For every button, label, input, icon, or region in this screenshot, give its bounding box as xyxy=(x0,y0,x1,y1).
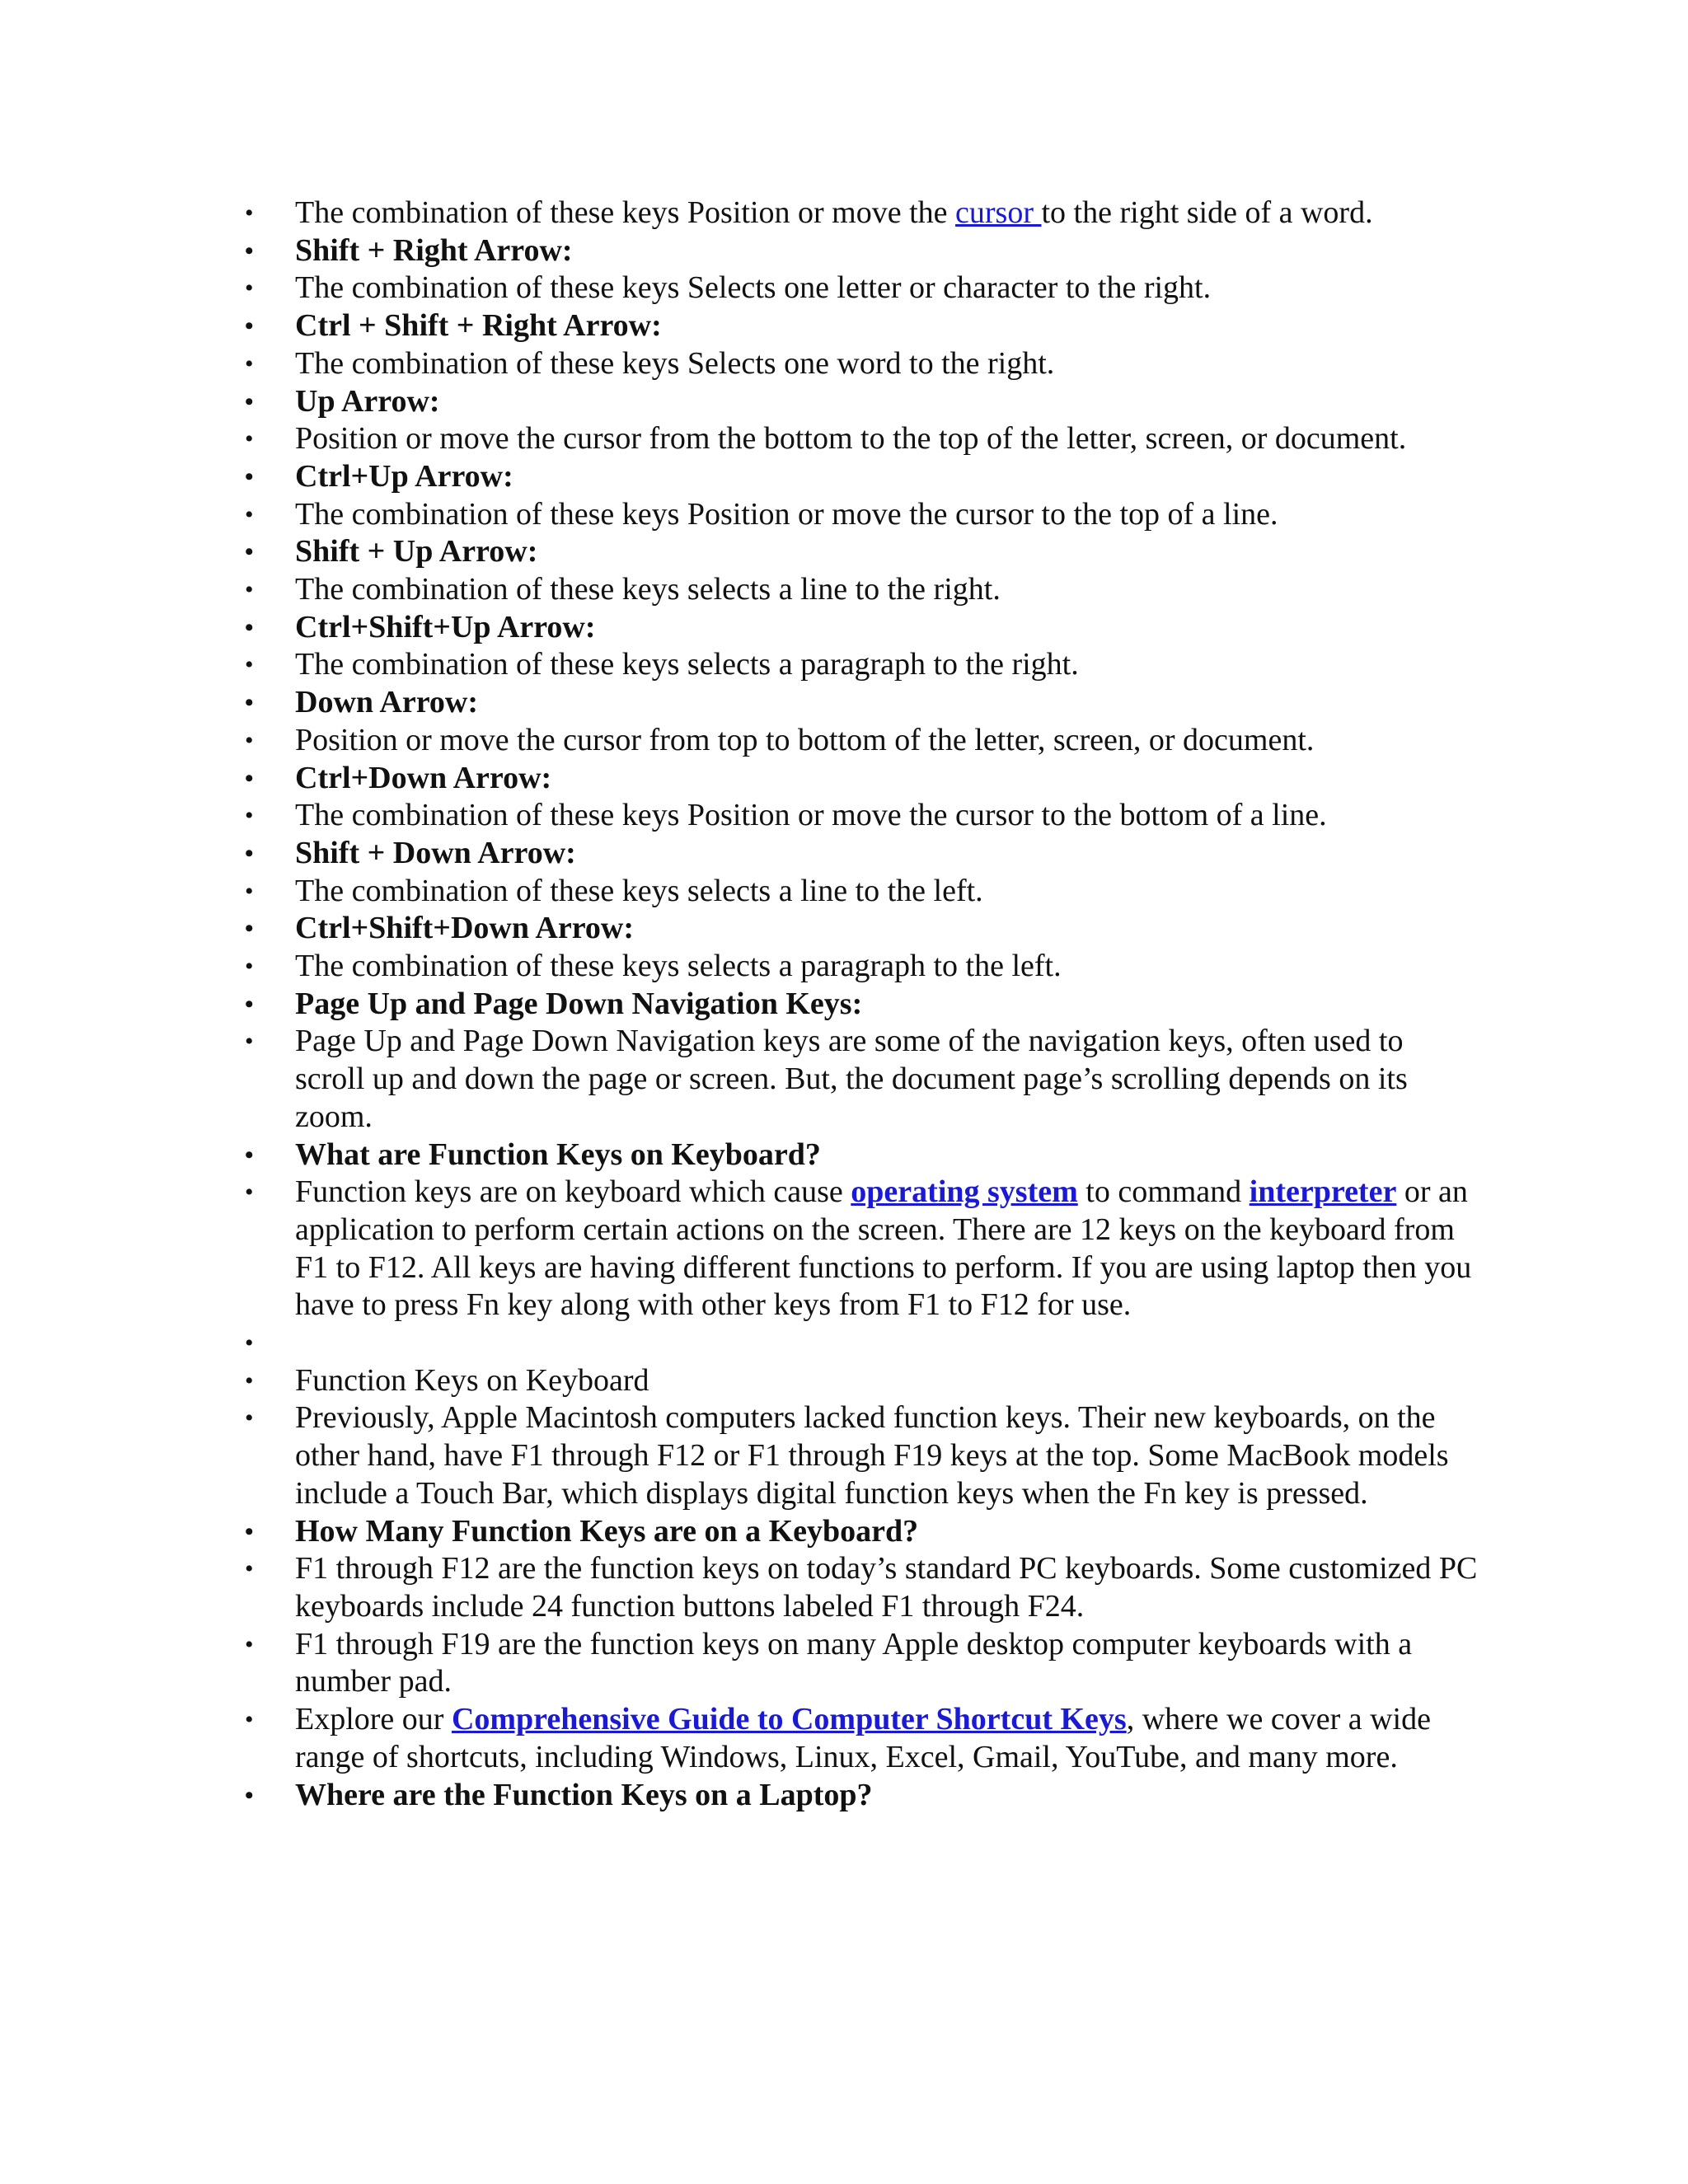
item-text: The combination of these keys Position or move the cursor to the bottom of a line. xyxy=(295,798,1327,833)
bullet-icon: • xyxy=(245,462,254,490)
list-item-heading xyxy=(241,232,1478,270)
list-item-heading xyxy=(241,835,1478,873)
heading-text: Page Up and Page Down Navigation Keys: xyxy=(295,986,863,1021)
bullet-icon: • xyxy=(245,802,254,830)
bullet-icon: • xyxy=(245,1781,254,1809)
bullet-icon: • xyxy=(245,1329,254,1357)
bullet-icon: • xyxy=(245,1555,254,1583)
bullet-icon: • xyxy=(245,1630,254,1658)
item-text: F1 through F19 are the function keys on many Apple desktop computer keyboards with a number pad. xyxy=(295,1626,1413,1699)
heading-text: Where are the Function Keys on a Laptop? xyxy=(295,1777,873,1812)
inline-link[interactable]: interpreter xyxy=(1249,1174,1397,1210)
list-item xyxy=(241,1023,1478,1136)
item-text: The combination of these keys selects a paragraph to the right. xyxy=(295,647,1079,682)
bullet-icon: • xyxy=(245,877,254,905)
heading-text: Ctrl+Shift+Down Arrow: xyxy=(295,911,634,946)
list-item-empty xyxy=(241,1324,1478,1362)
document-body xyxy=(241,194,1478,1814)
bullet-icon: • xyxy=(245,651,254,679)
item-text: The combination of these keys Selects one word to the right. xyxy=(295,345,1055,381)
heading-text: Ctrl+Shift+Up Arrow: xyxy=(295,609,596,644)
list-item xyxy=(241,496,1478,534)
bullet-list xyxy=(241,194,1478,1814)
bullet-icon: • xyxy=(245,726,254,754)
list-item xyxy=(241,1701,1478,1776)
list-item xyxy=(241,873,1478,911)
list-item-heading xyxy=(241,609,1478,647)
item-text: The combination of these keys selects a line to the right. xyxy=(295,572,1001,607)
list-item-heading xyxy=(241,760,1478,798)
bullet-icon: • xyxy=(245,237,254,265)
item-text: The combination of these keys selects a paragraph to the left. xyxy=(295,949,1062,984)
item-text: The combination of these keys selects a line to the left. xyxy=(295,873,983,908)
bullet-icon: • xyxy=(245,312,254,340)
bullet-icon: • xyxy=(245,689,254,717)
item-text: F1 through F12 are the function keys on today’s standard PC keyboards. Some customized PC keyboards include 24 function buttons labeled F1 through F24. xyxy=(295,1551,1478,1624)
list-item xyxy=(241,269,1478,307)
bullet-icon: • xyxy=(245,425,254,453)
bullet-icon: • xyxy=(245,538,254,566)
bullet-icon: • xyxy=(245,1517,254,1545)
heading-text: Down Arrow: xyxy=(295,685,479,720)
text-run: Function keys are on keyboard which cause xyxy=(295,1174,851,1210)
list-item xyxy=(241,345,1478,383)
bullet-icon: • xyxy=(245,1404,254,1432)
list-item xyxy=(241,1399,1478,1512)
list-item xyxy=(241,1174,1478,1324)
bullet-icon: • xyxy=(245,387,254,415)
bullet-icon: • xyxy=(245,1179,254,1207)
text-run: or an application to perform certain actions on the screen. There are 12 keys on the keyboard from F1 to F12. All keys are having different functions to perform. If you are using laptop then you have to press Fn key along with other keys from F1 to F12 for use. xyxy=(295,1174,1472,1323)
list-item xyxy=(241,420,1478,458)
heading-text: Shift + Right Arrow: xyxy=(295,232,573,268)
bullet-icon: • xyxy=(245,613,254,641)
heading-text: What are Function Keys on Keyboard? xyxy=(295,1137,821,1172)
text-run: to command xyxy=(1077,1174,1250,1210)
heading-text: Shift + Up Arrow: xyxy=(295,534,538,569)
list-item-heading xyxy=(241,307,1478,345)
item-text: Position or move the cursor from top to bottom of the letter, screen, or document. xyxy=(295,722,1315,757)
list-item xyxy=(241,194,1478,232)
bullet-icon: • xyxy=(245,1706,254,1734)
bullet-icon: • xyxy=(245,1141,254,1169)
bullet-icon: • xyxy=(245,1366,254,1394)
list-item xyxy=(241,722,1478,760)
bullet-icon: • xyxy=(245,953,254,981)
inline-link[interactable]: Comprehensive Guide to Computer Shortcut Keys xyxy=(451,1702,1127,1737)
list-item-heading xyxy=(241,533,1478,571)
item-text: The combination of these keys Selects one letter or character to the right. xyxy=(295,270,1212,306)
list-item-heading xyxy=(241,1137,1478,1174)
heading-text: Shift + Down Arrow: xyxy=(295,835,576,870)
inline-link[interactable]: cursor xyxy=(955,195,1042,230)
bullet-icon: • xyxy=(245,199,254,227)
text-run: Explore our xyxy=(295,1702,452,1737)
list-item-heading xyxy=(241,1777,1478,1815)
text-run: , where we cover a wide range of shortcuts, including Windows, Linux, Excel, Gmail, YouTube, and many more. xyxy=(295,1702,1431,1774)
item-text: Position or move the cursor from the bottom to the top of the letter, screen, or document. xyxy=(295,421,1407,457)
item-text: The combination of these keys Position or move the cursor to the top of a line. xyxy=(295,496,1278,532)
heading-text: Ctrl + Shift + Right Arrow: xyxy=(295,308,662,344)
heading-text: Ctrl+Down Arrow: xyxy=(295,760,552,795)
bullet-icon: • xyxy=(245,576,254,604)
list-item xyxy=(241,1626,1478,1701)
bullet-icon: • xyxy=(245,990,254,1018)
item-text: Function Keys on Keyboard xyxy=(295,1362,649,1398)
list-item-heading xyxy=(241,684,1478,722)
inline-link[interactable]: operating system xyxy=(851,1174,1078,1210)
bullet-icon: • xyxy=(245,500,254,528)
bullet-icon: • xyxy=(245,349,254,377)
bullet-icon: • xyxy=(245,764,254,792)
list-item-heading xyxy=(241,986,1478,1024)
heading-text: How Many Function Keys are on a Keyboard? xyxy=(295,1513,919,1549)
heading-text: Ctrl+Up Arrow: xyxy=(295,458,513,494)
list-item xyxy=(241,1550,1478,1625)
text-run: The combination of these keys Position or move the xyxy=(295,195,956,230)
list-item xyxy=(241,646,1478,684)
list-item-heading xyxy=(241,1513,1478,1551)
list-item-heading xyxy=(241,383,1478,421)
item-text: Previously, Apple Macintosh computers lacked function keys. Their new keyboards, on the other hand, have F1 through F12 or F1 through F19 keys at the top. Some MacBook models include a Touch Bar, which displays digital function keys when the Fn key is pressed. xyxy=(295,1400,1449,1511)
list-item-heading xyxy=(241,458,1478,496)
list-item-heading xyxy=(241,910,1478,948)
bullet-icon: • xyxy=(245,839,254,867)
text-run: to the right side of a word. xyxy=(1041,195,1373,230)
list-item xyxy=(241,1362,1478,1400)
bullet-icon: • xyxy=(245,915,254,943)
list-item xyxy=(241,948,1478,986)
bullet-icon: • xyxy=(245,1028,254,1056)
list-item xyxy=(241,797,1478,835)
heading-text: Up Arrow: xyxy=(295,383,440,419)
item-text: Page Up and Page Down Navigation keys are some of the navigation keys, often used to scroll up and down the page or screen. But, the document page’s scrolling depends on its zoom. xyxy=(295,1024,1408,1134)
list-item xyxy=(241,571,1478,609)
bullet-icon: • xyxy=(245,274,254,302)
